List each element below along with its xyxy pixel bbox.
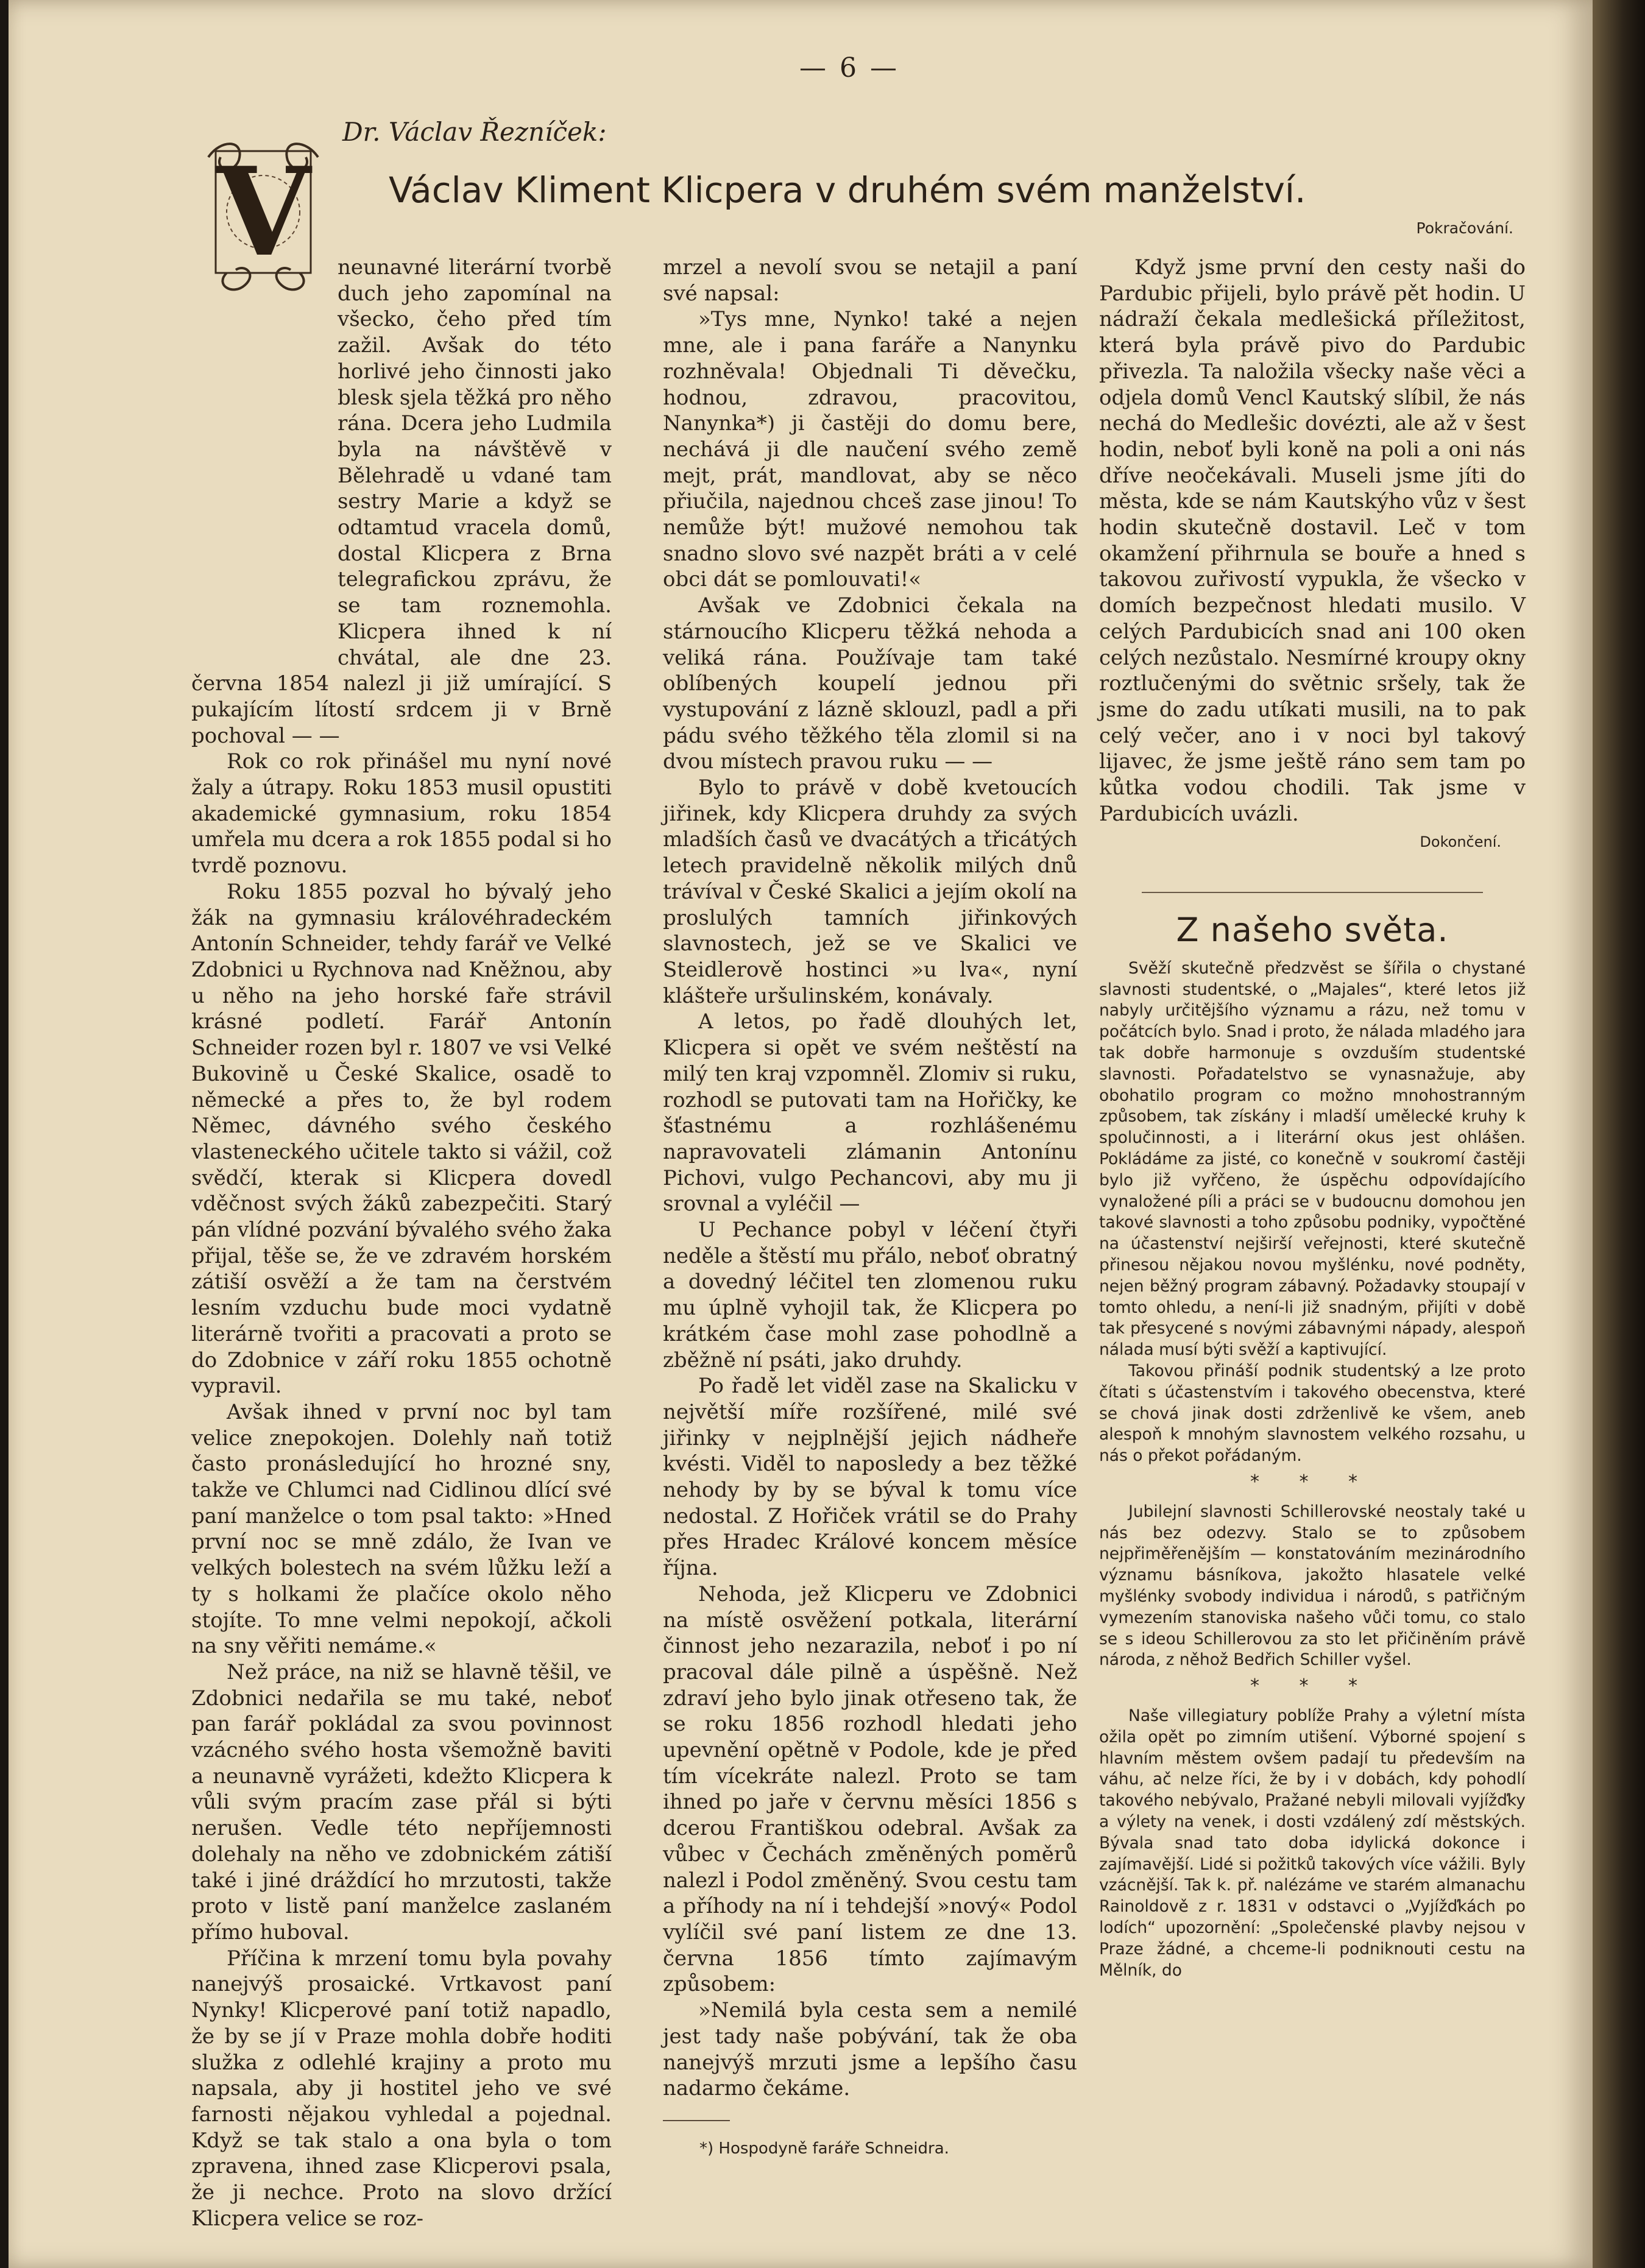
article-column-3 xyxy=(1099,255,1526,1981)
paragraph: Než práce, na niž se hlavně těšil, ve Zdobnici nedařila se mu také, neboť pan farář pokládal za svou povinnost vzácného svého hosta všemožně baviti a neunavně vyrážeti, kdežto Klicpera k vůli svým pracím zase přál si býti nerušen. Vedle této nepříjemnosti dolehaly na něho ve zdobnickém zátiší také i jiné dráždící ho mrzutosti, takže proto v listě paní manželce zaslaném přímo huboval. xyxy=(191,1659,612,1945)
article-author: Dr. Václav Řezníček: xyxy=(342,117,607,147)
page-binding-edge xyxy=(1593,0,1645,2268)
paragraph: Roku 1855 pozval ho bývalý jeho žák na gymnasiu královéhradeckém Antonín Schneider, tehdy farář ve Velké Zdobnici u Rychnova nad Kněžnou, aby u něho na jeho horské faře strávil krásné podletí. Farář Antonín Schneider rozen byl r. 1807 ve vsi Velké Bukovině u České Skalice, osadě to německé a přes to, že byl rodem Němec, dávného svého českého vlasteneckého učitele takto si vážil, což svědčí, kterak si Klicpera dovedl vděčnost svých žáků zabezpečiti. Starý pán vlídné pozvání bývalého svého žaka přijal, těše se, že ve zdravém horském zátiší osvěží a že tam na čerstvém lesním vzduchu bude moci vydatně literárně tvořiti a pracovati a proto se do Zdobnice v září roku 1855 ochotně vypravil. xyxy=(191,879,612,1399)
news-paragraph: Jubilejní slavnosti Schillerovské neostaly také u nás bez odezvy. Stalo se to způsobem nejpřiměřenějším — konstatováním mezinárodního významu básníkova, jakožto hlasatele velké myšlénky svobody individua i národů, s patřičným vymezením stanoviska našeho vůči tomu, co stalo se s ideou Schillerovou za sto let přičiněním právě národa, z něhož Bedřich Schiller vyšel. xyxy=(1099,1502,1526,1670)
end-note: Dokončení. xyxy=(1420,833,1501,851)
page-number: — 6 — xyxy=(799,52,899,83)
paragraph: »Nemilá byla cesta sem a nemilé jest tady naše pobývání, tak že oba nanejvýš mrzuti jsme a lepšího času nadarmo čekáme. xyxy=(663,1998,1077,2101)
paragraph: Po řadě let viděl zase na Skalicku v největší míře rozšířené, milé své jiřinky v nejplnější jejich nádheře kvésti. Viděl to naposledy a bez těžké nehody by by se býval k tomu více nedostal. Z Hořiček vrátil se do Prahy přes Hradec Králové koncem měsíce října. xyxy=(663,1374,1077,1581)
section-title: Z našeho světa. xyxy=(1176,911,1449,950)
news-paragraph: Naše villegiatury poblíže Prahy a výletní místa ožila opět po zimním utišení. Výborné spojení s hlavním městem ovšem padají tu především na váhu, ač nelze říci, že by i v dobách, kdy pohodlí takového nebývalo, Pražané nebyli milovali vyjížďky a výlety na venek, i dosti vzdálený zdí městských. Bývala snad tato doba idylická dokonce i zajímavější. Lidé si požitků takových více vážili. Byly vzácnější. Tak k. př. nalézáme ve starém almanachu Rainoldově z r. 1831 v odstavci o „Vyjížďkách po lodích“ upozornění: „Společenské plavby nejsou v Praze žádné, a chceme-li podniknouti cestu na Mělník, do xyxy=(1099,1706,1526,1980)
drop-cap-letter: V xyxy=(216,141,311,284)
article-column-1 xyxy=(191,255,612,2231)
paragraph: U Pechance pobyl v léčení čtyři neděle a štěstí mu přálo, neboť obratný a dovedný léčitel ten zlomenou ruku mu úplně vyhojil tak, že Klicpera po krátkém čase mohl zase pohodlně a zběžně ní psáti, jako druhdy. xyxy=(663,1218,1077,1372)
paragraph: Bylo to právě v době kvetoucích jiřinek, kdy Klicpera druhdy za svých mladších časů ve dvacátých a třicátých letech pravidelně několik milých dnů trávíval v České Skalici a jejím okolí na proslulých tamních jiřinkových slavnostech, jež se ve Skalici ve Steidlerově hostinci »u lva«, nyní klášteře uršulinském, konávaly. xyxy=(663,775,1077,1008)
drop-cap-space xyxy=(191,255,338,664)
article-column-2 xyxy=(663,255,1077,2162)
separator-stars: * * * xyxy=(1250,1471,1375,1493)
separator-stars: * * * xyxy=(1250,1675,1375,1697)
section-divider xyxy=(1142,892,1483,893)
paragraph: Avšak ve Zdobnici čekala na stárnoucího Klicperu těžká nehoda a veliká rána. Používaje tam také oblíbených koupelí jednou při vystupování z lázně sklouzl, padl a při pádu svého těžkého těla zlomil si na dvou místech pravou ruku — — xyxy=(663,593,1077,774)
footnote: *) Hospodyně faráře Schneidra. xyxy=(699,2139,949,2158)
paragraph: Rok co rok přinášel mu nyní nové žaly a útrapy. Roku 1853 musil opustiti akademické gymnasium, roku 1854 umřela mu dcera a rok 1855 podal si ho tvrdě poznovu. xyxy=(191,749,612,878)
news-paragraph: Svěží skutečně předzvěst se šířila o chystané slavnosti studentské, o „Majales“, které letos již nabyly určitějšího významu a rázu, než tomu v počátcích bylo. Snad i proto, že nálada mladého jara tak dobře harmonuje s ovzduším studentské slavnosti. Pořadatelstvo se vynasnažuje, aby obohatilo program co možno mnohostranným způsobem, tak získány i mladší umělecké kruhy k spolučinnosti, a i literární okus jest ohlášen. Pokládáme za jisté, co konečně v soukromí častěji bylo již vyřčeno, že úspěchu odpovídajícího vynaložené píli a práci se v budoucnu domohou jen takové slavnosti a toho způsobu podniky, vypočtěné na účastenství nejširší veřejnosti, které skutečně přinesou nějakou novou myšlénku, nové podněty, nejen běžný program zábavný. Požadavky stoupají v tomto ohledu, a není-li již snadným, přijíti v době tak přesycené s novými zábavnými nápady, alespoň nálada musí býti svěží a kaptivující. xyxy=(1099,958,1526,1360)
footnote-rule xyxy=(663,2120,730,2121)
paragraph: Avšak ihned v první noc byl tam velice znepokojen. Dolehly naň totiž často pronásledující ho hrozné sny, takže ve Chlumci nad Cidlinou dlící své paní manželce o tom psal takto: »Hned první noc se mně zdálo, že Ivan ve velkých bolestech na svém lůžku leží a ty s holkami že plačíce okolo něho stojíte. To mne velmi nepokojí, ačkoli na sny věřiti nemáme.« xyxy=(191,1399,612,1659)
paragraph: »Tys mne, Nynko! také a nejen mne, ale i pana faráře a Nanynku rozhněvala! Objednali Ti děvečku, hodnou, zdravou, pracovitou, Nanynka*) ji častěji do domu bere, nechává ji dle naučení svého země mejt, prát, mandlovat, aby se něco přiučila, najednou chceš zase jinou! To nemůže být! mužové nemohou tak snadno slovo své nazpět bráti a v celé obci dát se pomlouvati!« xyxy=(663,307,1077,592)
newspaper-page xyxy=(9,0,1593,2268)
paragraph: Příčina k mrzení tomu byla povahy nanejvýš prosaické. Vrtkavost paní Nynky! Klicperové paní totiž napadlo, že by se jí v Praze mohla dobře hoditi služka z odlehlé krajiny a proto mu napsala, aby ji hostitel jeho ve své farnosti nějakou vyhledal a pojednal. Když se tak stalo a ona byla o tom zpravena, ihned zase Klicperovi psala, že ji nechce. Proto na slovo držící Klicpera velice se roz- xyxy=(191,1946,612,2231)
paragraph: A letos, po řadě dlouhých let, Klicpera si opět ve svém neštěstí na milý ten kraj vzpomněl. Zlomiv si ruku, rozhodl se putovati tam na Hořičky, ke šťastnému a rozhlášenému napravovateli zlámanin Antonínu Pichovi, vulgo Pechancovi, aby mu ji srovnal a vyléčil — xyxy=(663,1009,1077,1217)
paragraph: Když jsme první den cesty naši do Pardubic přijeli, bylo právě pět hodin. U nádraží čekala medlešická příležitost, která byla právě pivo do Pardubic přivezla. Ta naložila všecky naše věci a odjela domů Vencl Kautský slíbil, že nás nechá do Medlešic dovézti, ale až v šest hodin, neboť byli koně na poli a oni nás dříve neočekávali. Museli jsme jíti do města, kde se nám Kautskýho vůz v šest hodin skutečně dostavil. Leč v tom okamžení přihrnula se bouře a hned s takovou zuřivostí vypukla, že všecko v domích bezpečnost hledati musilo. V celých Pardubicích snad ani 100 oken celých nezůstalo. Nesmírné kroupy okny roztlučenými do světnic sršely, tak že jsme do zadu utíkati musili, na to pak celý večer, ano i v noci byl takový lijavec, že jsme ještě ráno sem tam po kůtka vodou chodili. Tak jsme v Pardubicích uvázli. xyxy=(1099,255,1526,826)
continued-note: Pokračování. xyxy=(1416,219,1513,237)
paragraph: Nehoda, jež Klicperu ve Zdobnici na místě osvěžení potkala, literární činnost jeho nezarazila, neboť i po ní pracoval dále pilně a úspěšně. Než zdraví jeho bylo jinak otřeseno tak, že se roku 1856 rozhodl hledati jeho upevnění opětně v Podole, kde je před tím vícekráte nalezl. Proto se tam ihned po jaře v červnu měsíci 1856 s dcerou Františkou odebral. Avšak za vůbec v Čechách změněných poměrů nalezl i Podol změněný. Svou cestu tam a příhody na ní i tehdejší »nový« Podol vylíčil své paní listem ze dne 13. června 1856 tímto zajímavým způsobem: xyxy=(663,1581,1077,1997)
news-section xyxy=(1099,958,1526,1981)
news-paragraph: Takovou přináší podnik studentský a lze proto čítati s účastenstvím i takového obecenstva, které se chová jinak dosti zdrženlivě ke všem, aneb alespoň k mnohým slavnostem velkého rozsahu, u nás o překot pořádaným. xyxy=(1099,1362,1526,1466)
article-title: Václav Kliment Klicpera v druhém svém manželství. xyxy=(389,169,1306,211)
paragraph: mrzel a nevolí svou se netajil a paní své napsal: xyxy=(663,255,1077,306)
paragraph: neunavné literární tvorbě duch jeho zapomínal na všecko, čeho před tím zažil. Avšak do této horlivé jeho činnosti jako blesk sjela těžká pro něho rána. Dcera jeho Ludmila byla na návštěvě v Bělehradě u vdané tam sestry Marie a když se odtamtud vracela domů, dostal Klicpera z Brna telegrafickou zprávu, že se tam roznemohla. Klicpera ihned k ní chvátal, ale dne 23. června 1854 nalezl ji již umírající. S pukajícím lítostí srdcem ji v Brně pochoval — — xyxy=(191,255,612,748)
